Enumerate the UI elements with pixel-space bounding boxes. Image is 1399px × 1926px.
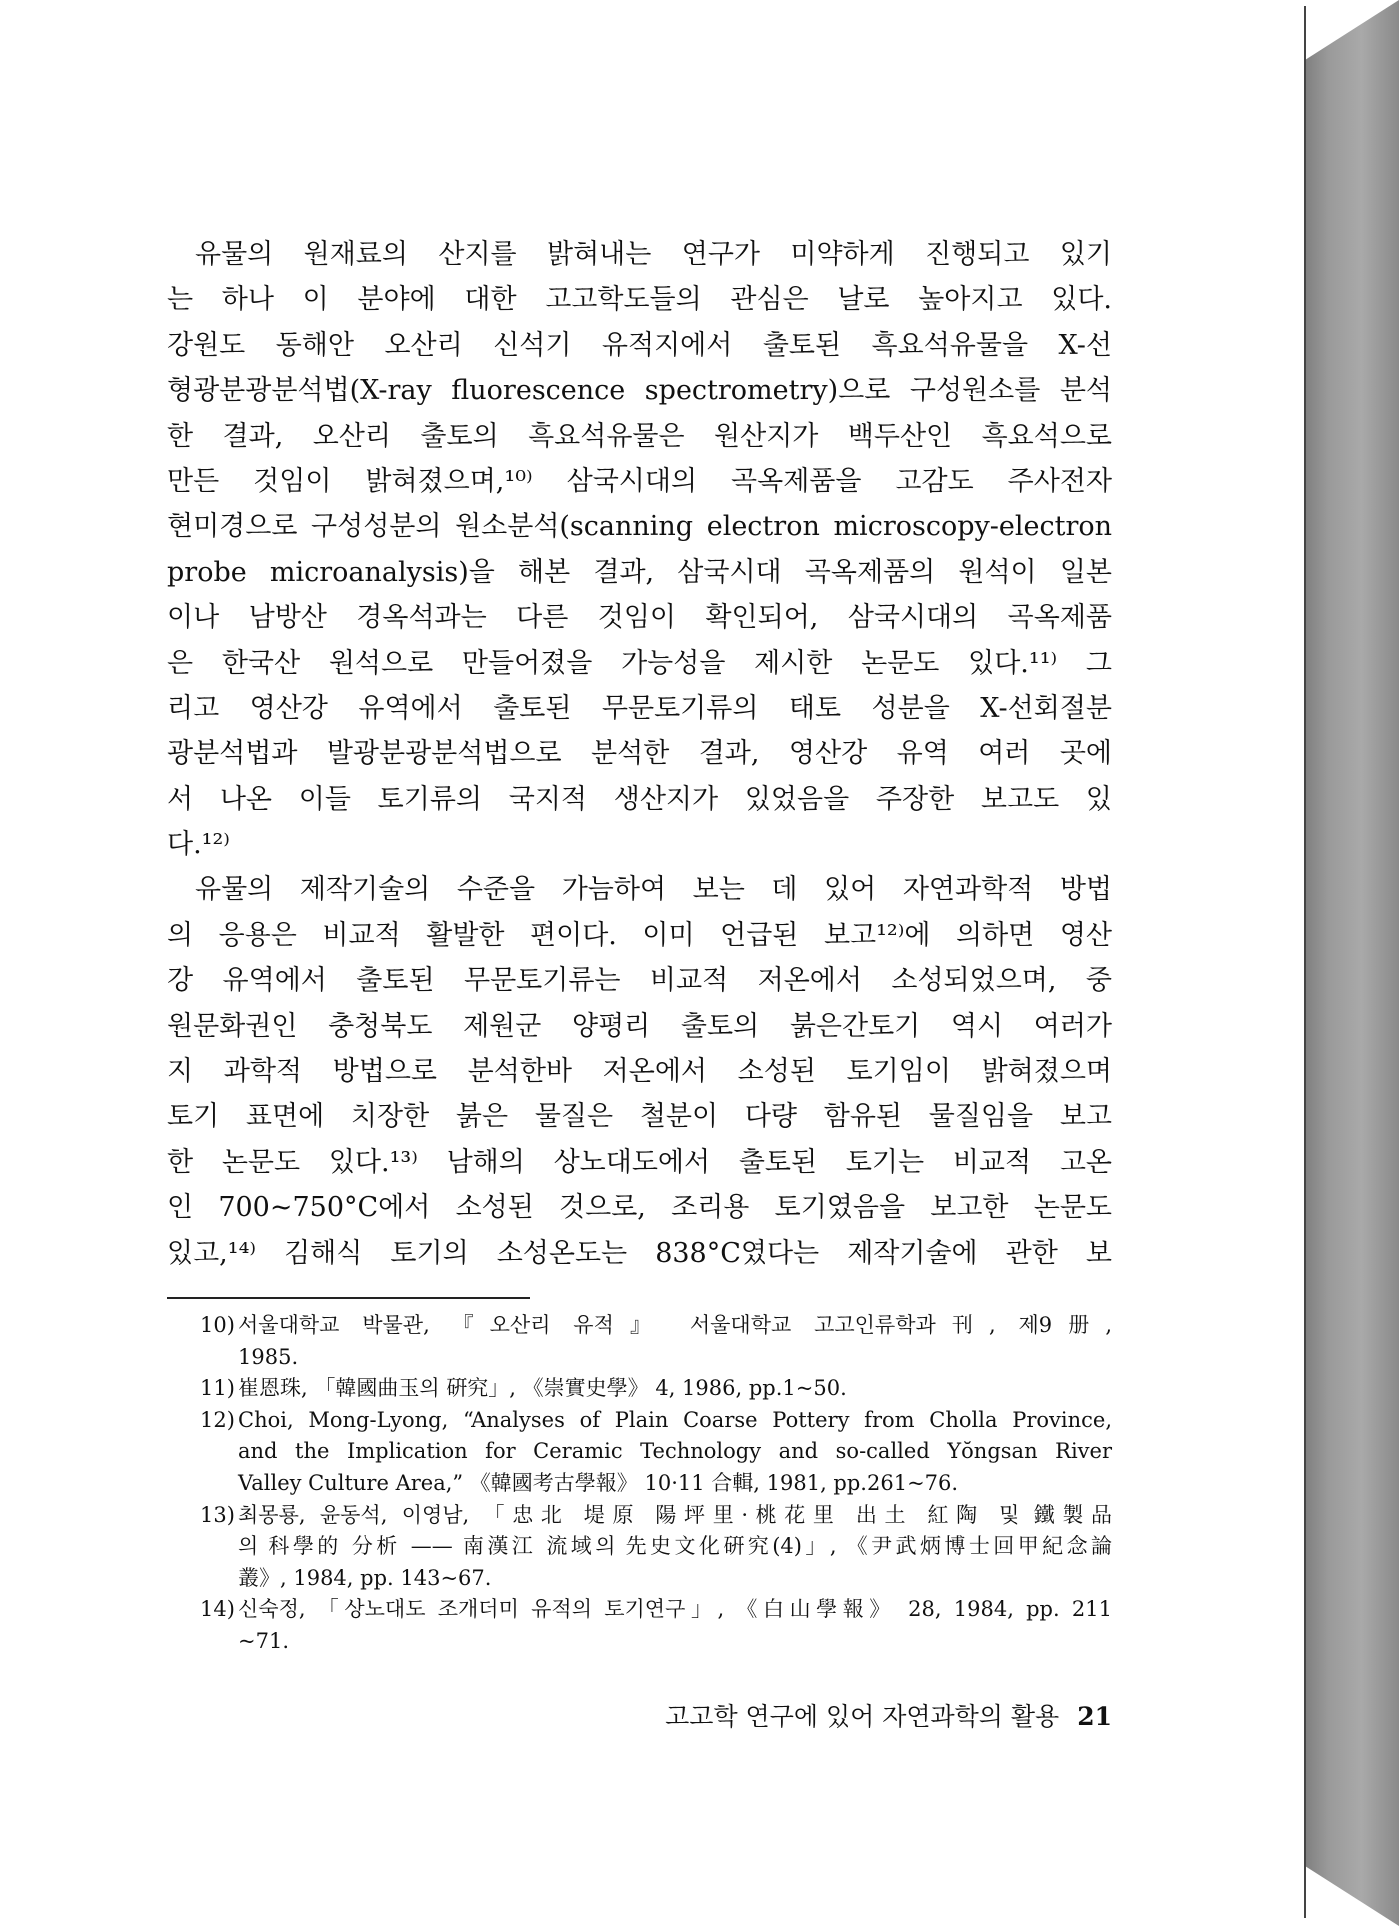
body-line: 광분석법과 발광분광분석법으로 분석한 결과, 영산강 유역 여러 곳에	[167, 738, 1112, 770]
body-line: 한 결과, 오산리 출토의 흑요석유물은 원산지가 백두산인 흑요석으로	[167, 420, 1112, 452]
footnote	[200, 1594, 1112, 1657]
body-line: 서 나온 이들 토기류의 국지적 생산지가 있었음을 주장한 보고도 있	[167, 783, 1112, 815]
body-line: 현미경으로 구성성분의 원소분석(scanning electron microscopy-electron	[167, 511, 1112, 543]
running-title: 고고학 연구에 있어 자연과학의 활용	[665, 1702, 1060, 1731]
footnote	[200, 1373, 1112, 1405]
footnote-line: and the Implication for Ceramic Technology and so-called Yŏngsan River	[238, 1439, 1112, 1464]
body-line: 유물의 원재료의 산지를 밝혀내는 연구가 미약하게 진행되고 있기	[195, 239, 1112, 270]
page-edge	[1305, 0, 1399, 1926]
body-line: 원문화권인 충청북도 제원군 양평리 출토의 붉은간토기 역시 여러가	[167, 1010, 1112, 1042]
body-line: 인 700~750°C에서 소성된 것으로, 조리용 토기였음을 보고한 논문도	[167, 1192, 1112, 1224]
footnote-number: 14)	[200, 1597, 235, 1622]
body-line: 강 유역에서 출토된 무문토기류는 비교적 저온에서 소성되었으며, 중	[167, 965, 1112, 997]
page-number: 21	[1077, 1702, 1112, 1731]
body-line: 있고,¹⁴⁾ 김해식 토기의 소성온도는 838°C였다는 제작기술에 관한 보	[167, 1237, 1112, 1269]
footnote-line: 서울대학교 박물관, 『오산리 유적』 서울대학교 고고인류학과刊, 제9册,	[238, 1313, 1112, 1337]
body-line: 토기 표면에 치장한 붉은 물질은 철분이 다량 함유된 물질임을 보고	[167, 1101, 1112, 1133]
footnote-number: 11)	[200, 1376, 235, 1401]
page-edge-corner-bottom	[1305, 1866, 1399, 1926]
body-line: 한 논문도 있다.¹³⁾ 남해의 상노대도에서 출토된 토기는 비교적 고온	[167, 1146, 1112, 1178]
body-line: 만든 것임이 밝혀졌으며,¹⁰⁾ 삼국시대의 곡옥제품을 고감도 주사전자	[167, 465, 1112, 497]
body-line: 유물의 제작기술의 수준을 가늠하여 보는 데 있어 자연과학적 방법	[195, 874, 1112, 906]
body-line: 의 응용은 비교적 활발한 편이다. 이미 언급된 보고¹²⁾에 의하면 영산	[167, 919, 1112, 951]
footnote-number: 10)	[200, 1313, 235, 1337]
footnote-line: 최몽룡, 윤동석, 이영남, 「忠北 堤原 陽坪里·桃花里 出土 紅陶 및 鐵製品	[238, 1502, 1112, 1527]
footnote-line: 叢》, 1984, pp. 143~67.	[238, 1565, 492, 1590]
body-line: 이나 남방산 경옥석과는 다른 것임이 확인되어, 삼국시대의 곡옥제품	[167, 602, 1112, 634]
footnote-line: Choi, Mong-Lyong, “Analyses of Plain Coarse Pottery from Cholla Province,	[238, 1407, 1112, 1432]
body-line: 다.¹²⁾	[167, 829, 230, 861]
footnote-line: ~71.	[238, 1628, 289, 1653]
body-line: probe microanalysis)을 해본 결과, 삼국시대 곡옥제품의 원석이 일본	[167, 556, 1112, 588]
body-line: 강원도 동해안 오산리 신석기 유적지에서 출토된 흑요석유물을 X-선	[167, 329, 1112, 361]
body-line: 은 한국산 원석으로 만들어졌을 가능성을 제시한 논문도 있다.¹¹⁾ 그	[167, 647, 1112, 679]
footnote-line: 신숙정, 「상노대도 조개더미 유적의 토기연구」, 《白山學報》 28, 1984, pp. 211	[238, 1597, 1112, 1622]
footnote-line: 1985.	[238, 1344, 299, 1369]
footnote-number: 12)	[200, 1407, 235, 1432]
body-line: 지 과학적 방법으로 분석한바 저온에서 소성된 토기임이 밝혀졌으며	[167, 1056, 1112, 1088]
footnote	[200, 1500, 1112, 1595]
footnote-number: 13)	[200, 1502, 235, 1527]
body-text	[167, 232, 1112, 1276]
footnote-line: 의 科學的 分析 —— 南漢江 流域의 先史文化硏究(4)」, 《尹武炳博士回甲紀念論	[238, 1534, 1112, 1559]
footnote	[200, 1310, 1112, 1373]
page-edge-corner-top	[1305, 0, 1399, 60]
body-line: 형광분광분석법(X-ray fluorescence spectrometry)으로 구성원소를 분석	[167, 375, 1112, 407]
running-footer	[600, 1697, 1112, 1733]
footnote	[200, 1405, 1112, 1500]
footnotes	[200, 1310, 1112, 1658]
body-line: 리고 영산강 유역에서 출토된 무문토기류의 태토 성분을 X-선회절분	[167, 692, 1112, 724]
footnote-rule	[167, 1297, 530, 1299]
body-line: 는 하나 이 분야에 대한 고고학도들의 관심은 날로 높아지고 있다.	[167, 284, 1112, 316]
footnote-line: Valley Culture Area,” 《韓國考古學報》 10·11 合輯, 1981, pp.261~76.	[238, 1470, 959, 1495]
footnote-line: 崔恩珠, 「韓國曲玉의 硏究」, 《崇實史學》 4, 1986, pp.1~50.	[238, 1376, 847, 1401]
